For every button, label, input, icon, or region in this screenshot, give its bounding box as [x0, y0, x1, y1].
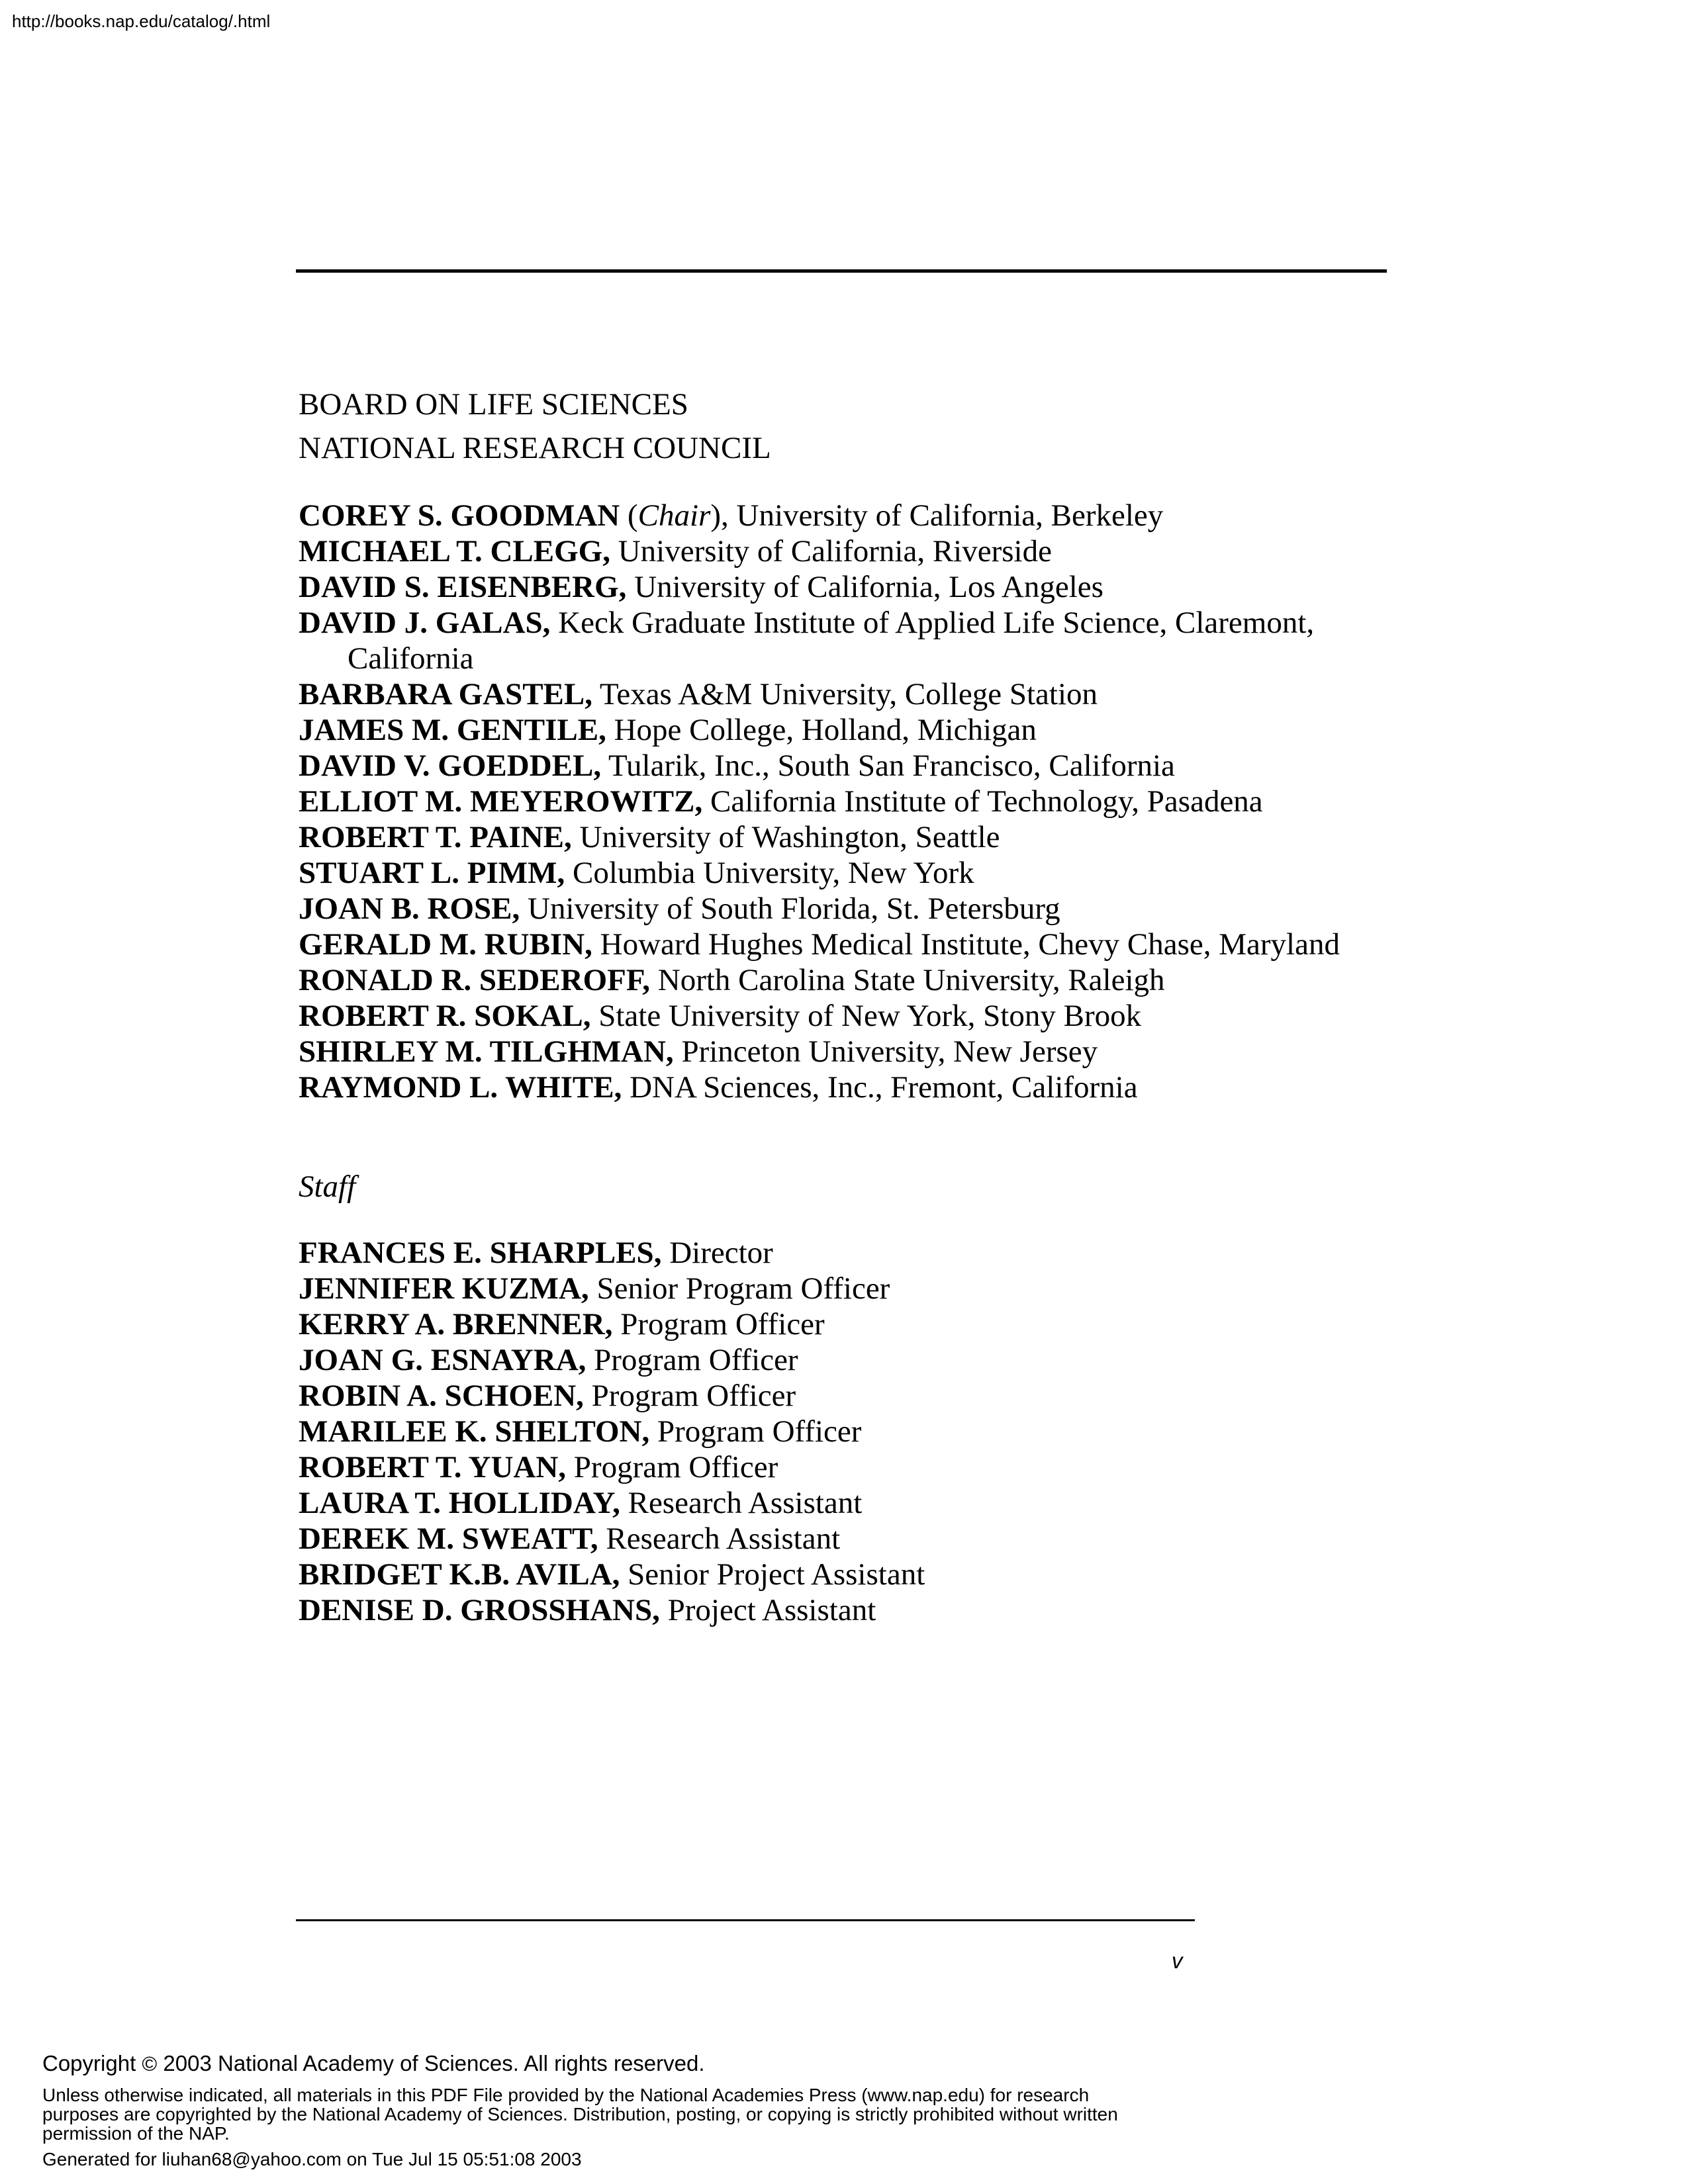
- member-affiliation: Princeton University, New Jersey: [673, 1034, 1098, 1069]
- member-affiliation: University of California, Riverside: [610, 534, 1052, 569]
- member-name: JOAN B. ROSE,: [299, 891, 520, 926]
- member-name: RAYMOND L. WHITE,: [299, 1070, 622, 1105]
- member-affiliation: University of California, Los Angeles: [626, 570, 1103, 604]
- list-item: [299, 819, 1424, 855]
- list-item: [299, 891, 1424, 927]
- list-item: [299, 998, 1424, 1034]
- member-affiliation: University of Washington, Seattle: [571, 820, 1000, 854]
- bottom-rule: [296, 1919, 1195, 1921]
- list-item: [299, 1342, 1424, 1378]
- list-item: [299, 1306, 1424, 1342]
- list-item: [299, 1378, 1424, 1414]
- list-item: [299, 676, 1424, 712]
- member-affiliation: , University of California, Berkeley: [721, 498, 1164, 533]
- staff-title: Research Assistant: [598, 1522, 841, 1556]
- member-name: JAMES M. GENTILE,: [299, 713, 606, 747]
- staff-title: Senior Project Assistant: [620, 1557, 925, 1592]
- copyright-text: 2003 National Academy of Sciences. All rights reserved.: [157, 2051, 705, 2075]
- member-name: RONALD R. SEDEROFF,: [299, 963, 650, 997]
- list-item: [299, 1521, 1424, 1557]
- staff-name: FRANCES E. SHARPLES,: [299, 1236, 662, 1270]
- usage-notice: Unless otherwise indicated, all materials in this PDF File provided by the National Academies Press (www.nap.edu) for research purposes are copyrighted by the National Academy of Sciences. Distribution, posting, or copying is strictly prohibited without written permission of the NAP.: [42, 2085, 1118, 2144]
- staff-title: Director: [661, 1236, 773, 1270]
- list-item: [299, 748, 1424, 784]
- list-item: [299, 1069, 1424, 1105]
- staff-name: ROBIN A. SCHOEN,: [299, 1379, 584, 1413]
- list-item: [299, 1557, 1424, 1592]
- top-rule: [296, 269, 1387, 273]
- member-affiliation: DNA Sciences, Inc., Fremont, California: [622, 1070, 1138, 1105]
- member-name: DAVID V. GOEDDEL,: [299, 749, 602, 783]
- council-name: NATIONAL RESEARCH COUNCIL: [299, 431, 771, 465]
- staff-name: DEREK M. SWEATT,: [299, 1522, 598, 1556]
- staff-title: Program Officer: [566, 1450, 778, 1484]
- list-item: [299, 855, 1424, 891]
- member-name: DAVID S. EISENBERG,: [299, 570, 627, 604]
- member-name: STUART L. PIMM,: [299, 856, 565, 890]
- staff-name: JOAN G. ESNAYRA,: [299, 1343, 586, 1377]
- member-name: ROBERT T. PAINE,: [299, 820, 572, 854]
- staff-title: Senior Program Officer: [588, 1271, 890, 1306]
- member-affiliation: Columbia University, New York: [565, 856, 974, 890]
- list-item: [299, 569, 1424, 605]
- member-affiliation: University of South Florida, St. Petersburg: [520, 891, 1060, 926]
- member-name: ELLIOT M. MEYEROWITZ,: [299, 784, 703, 819]
- staff-title: Program Officer: [612, 1307, 825, 1342]
- staff-name: KERRY A. BRENNER,: [299, 1307, 613, 1342]
- staff-list: [299, 1235, 1424, 1628]
- source-url[interactable]: http://books.nap.edu/catalog/.html: [12, 11, 271, 31]
- member-name: ROBERT R. SOKAL,: [299, 999, 591, 1033]
- page-content: [299, 383, 1424, 1628]
- board-name: BOARD ON LIFE SCIENCES: [299, 387, 688, 422]
- list-item: [299, 1414, 1424, 1449]
- member-role: Chair: [637, 498, 711, 533]
- copyright-line: [42, 2050, 1300, 2077]
- page-number: v: [1172, 1948, 1183, 1973]
- list-item: COREY S. GOODMAN (Chair), University of California, Berkeley: [299, 498, 1164, 533]
- staff-name: DENISE D. GROSSHANS,: [299, 1593, 660, 1627]
- staff-title: Program Officer: [649, 1414, 862, 1449]
- generated-line: Generated for liuhan68@yahoo.com on Tue Jul 15 05:51:08 2003: [42, 2149, 582, 2169]
- list-item: [299, 1271, 1424, 1306]
- staff-name: BRIDGET K.B. AVILA,: [299, 1557, 620, 1592]
- member-affiliation: California Institute of Technology, Pasadena: [702, 784, 1263, 819]
- pdf-footer: [42, 2050, 1300, 2171]
- member-affiliation: Tularik, Inc., South San Francisco, California: [601, 749, 1175, 783]
- member-name: MICHAEL T. CLEGG,: [299, 534, 610, 569]
- staff-name: MARILEE K. SHELTON,: [299, 1414, 650, 1449]
- staff-name: JENNIFER KUZMA,: [299, 1271, 589, 1306]
- list-item: [299, 927, 1424, 962]
- member-name: SHIRLEY M. TILGHMAN,: [299, 1034, 674, 1069]
- member-affiliation: North Carolina State University, Raleigh: [650, 963, 1165, 997]
- member-affiliation: Keck Graduate Institute of Applied Life Science, Claremont, California: [348, 606, 1315, 676]
- list-item: [299, 784, 1424, 819]
- member-affiliation: Texas A&M University, College Station: [592, 677, 1098, 711]
- copyright-label: Copyright: [42, 2051, 136, 2075]
- staff-title: Research Assistant: [620, 1486, 863, 1520]
- list-item: [299, 962, 1424, 998]
- staff-heading: Staff: [299, 1169, 356, 1204]
- list-item: [299, 1034, 1424, 1069]
- list-item: [299, 712, 1424, 748]
- copyright-symbol: ©: [142, 2052, 158, 2075]
- member-list: [299, 498, 1424, 1105]
- list-item: [299, 1485, 1424, 1521]
- staff-title: Project Assistant: [659, 1593, 876, 1627]
- member-affiliation: State University of New York, Stony Brook: [590, 999, 1142, 1033]
- staff-title: Program Officer: [583, 1379, 796, 1413]
- list-item: [299, 1592, 1424, 1628]
- member-name: DAVID J. GALAS,: [299, 606, 551, 640]
- member-affiliation: Hope College, Holland, Michigan: [606, 713, 1037, 747]
- list-item: [299, 1235, 1424, 1271]
- member-name: BARBARA GASTEL,: [299, 677, 592, 711]
- member-name: COREY S. GOODMAN: [299, 498, 620, 533]
- staff-title: Program Officer: [586, 1343, 798, 1377]
- staff-name: LAURA T. HOLLIDAY,: [299, 1486, 620, 1520]
- list-item: [299, 533, 1424, 569]
- member-affiliation: Howard Hughes Medical Institute, Chevy Chase, Maryland: [592, 927, 1340, 962]
- staff-name: ROBERT T. YUAN,: [299, 1450, 567, 1484]
- list-item: [299, 1449, 1424, 1485]
- member-name: GERALD M. RUBIN,: [299, 927, 592, 962]
- list-item: [299, 605, 1424, 676]
